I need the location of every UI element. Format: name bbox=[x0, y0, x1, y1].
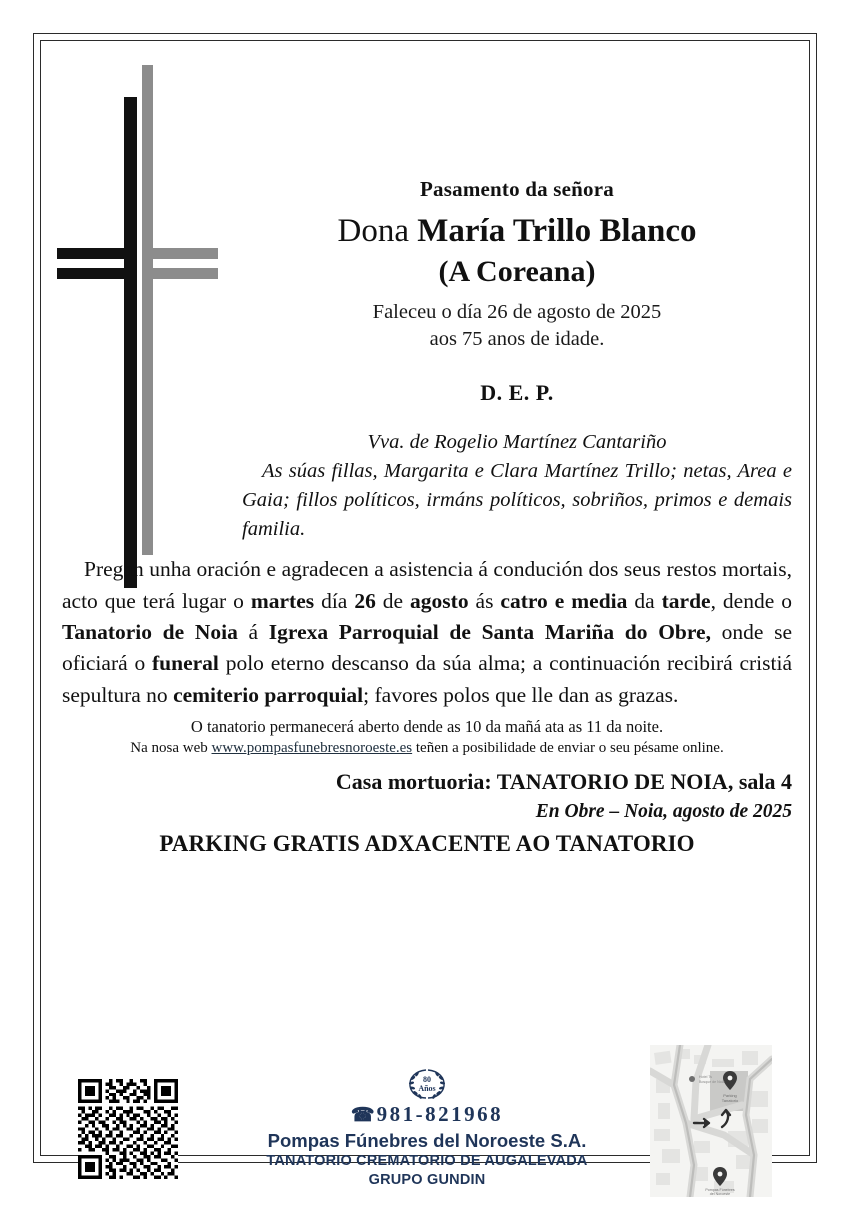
notice-content bbox=[62, 60, 793, 1196]
body-b2: 26 bbox=[354, 588, 376, 613]
deceased-name: María Trillo Blanco bbox=[417, 213, 697, 250]
body-b5: tarde bbox=[661, 588, 711, 613]
body-b9: cemiterio parroquial bbox=[173, 682, 364, 707]
mortuary-house-line: Casa mortuoria: TANATORIO DE NOIA, sala 4 bbox=[335, 769, 792, 795]
deceased-name-line bbox=[242, 213, 792, 251]
website-link[interactable]: www.pompasfunebresnoroeste.es bbox=[211, 739, 413, 756]
company-footer bbox=[202, 1067, 652, 1190]
website-note bbox=[62, 739, 792, 759]
body-p7: á bbox=[237, 620, 269, 645]
body-p6: , dende o bbox=[710, 588, 792, 613]
relatives-line: As súas fillas, Margarita e Clara Martínez Trillo; netas, Area e Gaia; fillos políticos, irmáns políticos, sobriños, primos e demais familia. bbox=[242, 459, 792, 541]
deceased-alias: (A Coreana) bbox=[438, 255, 596, 289]
family-block bbox=[242, 428, 792, 544]
notice-heading: Pasamento da señora bbox=[420, 177, 614, 201]
company-name: Pompas Fúnebres del Noroeste S.A. bbox=[267, 1129, 587, 1151]
widow-of-line: Vva. de Rogelio Martínez Cantariño bbox=[367, 430, 667, 453]
body-b1: martes bbox=[250, 588, 315, 613]
anniversary-wreath-icon bbox=[202, 1067, 652, 1101]
body-p9: polo eterno descanso da súa alma; a continuación recibirá cristiá sepultura no bbox=[62, 651, 792, 707]
map-label-funeral-1: Pompas Fúnebres bbox=[705, 1188, 735, 1192]
map-label-hotel-1: Hotel Ts bbox=[699, 1075, 712, 1079]
qr-code[interactable] bbox=[78, 1077, 178, 1181]
body-p5: da bbox=[627, 588, 662, 613]
body-b6: Tanatorio de Noia bbox=[62, 620, 238, 645]
map-label-parking-1: Parking bbox=[723, 1093, 737, 1098]
company-group: GRUPO GUNDIN bbox=[368, 1171, 486, 1188]
map-label-funeral-2: del Noroeste bbox=[709, 1192, 731, 1196]
wreath-label: Años bbox=[418, 1084, 436, 1093]
phone-icon: ☎ bbox=[350, 1105, 375, 1126]
dep-line: D. E. P. bbox=[480, 379, 554, 405]
map-label-hotel-2: Bosque de Noia bbox=[699, 1080, 725, 1084]
phone-line[interactable] bbox=[202, 1102, 652, 1128]
wreath-number: 80 bbox=[423, 1075, 431, 1084]
funeral-details-paragraph bbox=[62, 554, 792, 711]
map-poi-hotel bbox=[689, 1076, 695, 1082]
opening-hours-note: O tanatorio permanecerá aberto dende as 10 da mañá ata as 11 da noite. bbox=[190, 717, 664, 737]
body-p8: onde se oficiará o bbox=[62, 620, 793, 676]
location-map[interactable] bbox=[650, 1045, 772, 1197]
body-p3: de bbox=[375, 588, 411, 613]
place-date-line: En Obre – Noia, agosto de 2025 bbox=[535, 800, 792, 822]
phone-number: 981-821968 bbox=[376, 1102, 504, 1126]
body-p1: Pregan unha oración e agradecen a asistencia á condución dos seus restos mortais, acto que terá lugar o bbox=[62, 557, 792, 613]
body-b4: catro e media bbox=[500, 588, 628, 613]
name-prefix: Dona bbox=[337, 213, 409, 250]
body-p4: ás bbox=[468, 588, 501, 613]
website-note-prefix: Na nosa web bbox=[130, 739, 212, 756]
body-b7: Igrexa Parroquial de Santa Mariña do Obre, bbox=[268, 620, 711, 645]
notice-header bbox=[242, 178, 792, 406]
notice-footer bbox=[62, 1015, 792, 1205]
map-label-parking-2: Tanatorio bbox=[721, 1098, 739, 1103]
body-b3: agosto bbox=[410, 588, 469, 613]
company-subtitle: TANATORIO CREMATORIO DE AUGALEVADA bbox=[266, 1152, 588, 1169]
death-date-line: Faleceu o día 26 de agosto de 2025 bbox=[372, 300, 662, 323]
parking-line: PARKING GRATIS ADXACENTE AO TANATORIO bbox=[159, 831, 695, 856]
website-note-suffix: teñen a posibilidade de enviar o seu pésame online. bbox=[412, 739, 724, 756]
body-p10: ; favores polos que lle dan as grazas. bbox=[363, 682, 679, 707]
age-line: aos 75 anos de idade. bbox=[429, 328, 605, 351]
body-b8: funeral bbox=[152, 651, 219, 676]
body-p2: día bbox=[314, 588, 355, 613]
